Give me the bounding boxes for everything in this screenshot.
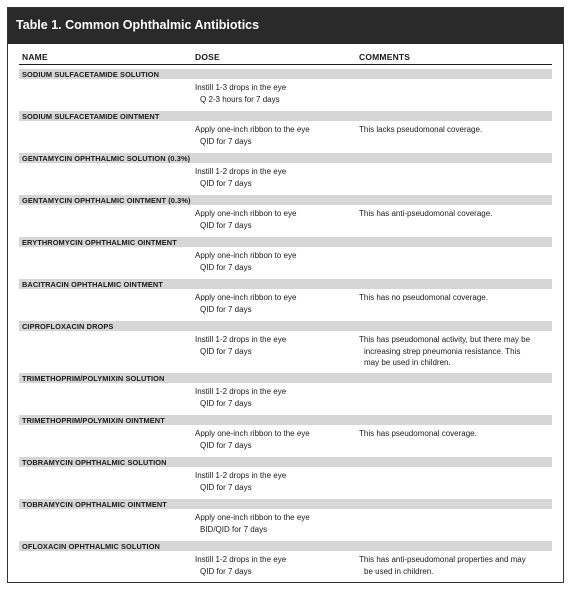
dose-line: Apply one-inch ribbon to the eye (195, 125, 310, 134)
dose-line: Apply one-inch ribbon to the eye (195, 513, 310, 522)
drug-name: SODIUM SULFACETAMIDE SOLUTION (22, 70, 160, 79)
drug-detail (19, 331, 552, 373)
drug-name-bar (19, 541, 552, 551)
comment-cell (359, 334, 559, 369)
drug-name-bar (19, 321, 552, 331)
drug-name-bar (19, 153, 552, 163)
dose-cell (195, 512, 345, 535)
comment-line: increasing strep pneumonia resistance. This (364, 346, 521, 356)
dose-line: QID for 7 days (200, 178, 252, 188)
dose-cell (195, 292, 345, 315)
drug-name-bar (19, 237, 552, 247)
drug-name-bar (19, 499, 552, 509)
drug-name: TRIMETHOPRIM/POLYMIXIN OINTMENT (22, 416, 165, 425)
dose-cell (195, 250, 345, 273)
table-title: Table 1. Common Ophthalmic Antibiotics (16, 18, 260, 32)
drug-detail (19, 289, 552, 321)
drug-detail (19, 551, 552, 583)
comment-line: This has pseudomonal coverage. (359, 429, 477, 438)
drug-detail (19, 425, 552, 457)
comment-line: This has anti-pseudomonal properties and may (359, 555, 526, 564)
dose-cell (195, 386, 345, 409)
dose-line: Instill 1-2 drops in the eye (195, 555, 287, 564)
column-header-dose: DOSE (195, 52, 220, 62)
comment-line: This has anti-pseudomonal coverage. (359, 209, 493, 218)
comment-cell (359, 554, 559, 577)
dose-line: QID for 7 days (200, 482, 252, 492)
comment-line: may be used in children. (364, 358, 451, 367)
drug-name: TOBRAMYCIN OPHTHALMIC OINTMENT (22, 500, 167, 509)
table-row (19, 279, 552, 321)
drug-name-bar (19, 69, 552, 79)
drug-detail (19, 205, 552, 237)
dose-line: Apply one-inch ribbon to eye (195, 251, 297, 260)
dose-cell (195, 470, 345, 493)
table-body (19, 69, 552, 583)
comment-line: This lacks pseudomonal coverage. (359, 125, 483, 134)
table-row (19, 195, 552, 237)
dose-line: Instill 1-2 drops in the eye (195, 387, 287, 396)
title-bar (8, 8, 563, 44)
table-row (19, 69, 552, 111)
drug-detail (19, 509, 552, 541)
comment-cell (359, 428, 559, 440)
drug-name: SODIUM SULFACETAMIDE OINTMENT (22, 112, 160, 121)
dose-line: QID for 7 days (200, 566, 252, 576)
dose-cell (195, 124, 345, 147)
dose-line: Apply one-inch ribbon to eye (195, 209, 297, 218)
comment-line: be used in children. (364, 566, 434, 576)
table-row (19, 237, 552, 279)
drug-name: TRIMETHOPRIM/POLYMIXIN SOLUTION (22, 374, 165, 383)
table-row (19, 153, 552, 195)
drug-name: GENTAMYCIN OPHTHALMIC SOLUTION (0.3%) (22, 154, 191, 163)
drug-detail (19, 79, 552, 111)
dose-line: QID for 7 days (200, 304, 252, 314)
table-row (19, 321, 552, 373)
dose-line: Instill 1-2 drops in the eye (195, 167, 287, 176)
drug-name: BACITRACIN OPHTHALMIC OINTMENT (22, 280, 163, 289)
table-row (19, 457, 552, 499)
drug-detail (19, 383, 552, 415)
comment-cell (359, 292, 559, 304)
dose-cell (195, 208, 345, 231)
drug-name: CIPROFLOXACIN DROPS (22, 322, 114, 331)
comment-line: This has no pseudomonal coverage. (359, 293, 488, 302)
dose-cell (195, 82, 345, 105)
table-row (19, 541, 552, 583)
table-row (19, 111, 552, 153)
dose-cell (195, 166, 345, 189)
dose-line: Instill 1-3 drops in the eye (195, 83, 287, 92)
dose-line: Q 2-3 hours for 7 days (200, 94, 280, 104)
column-header-comments: COMMENTS (359, 52, 411, 62)
dose-line: Apply one-inch ribbon to the eye (195, 429, 310, 438)
drug-name: OFLOXACIN OPHTHALMIC SOLUTION (22, 542, 160, 551)
dose-cell (195, 334, 345, 357)
dose-line: Instill 1-2 drops in the eye (195, 471, 287, 480)
dose-line: QID for 7 days (200, 346, 252, 356)
drug-name: ERYTHROMYCIN OPHTHALMIC OINTMENT (22, 238, 177, 247)
drug-name: TOBRAMYCIN OPHTHALMIC SOLUTION (22, 458, 167, 467)
drug-detail (19, 467, 552, 499)
table-row (19, 415, 552, 457)
dose-line: QID for 7 days (200, 398, 252, 408)
dose-cell (195, 554, 345, 577)
dose-line: Apply one-inch ribbon to eye (195, 293, 297, 302)
drug-name-bar (19, 457, 552, 467)
drug-name: GENTAMYCIN OPHTHALMIC OINTMENT (0.3%) (22, 196, 191, 205)
dose-cell (195, 428, 345, 451)
comment-cell (359, 124, 559, 136)
drug-name-bar (19, 111, 552, 121)
drug-name-bar (19, 373, 552, 383)
dose-line: QID for 7 days (200, 440, 252, 450)
dose-line: QID for 7 days (200, 136, 252, 146)
drug-detail (19, 247, 552, 279)
dose-line: QID for 7 days (200, 262, 252, 272)
drug-detail (19, 163, 552, 195)
comment-line: This has pseudomonal activity, but there may be (359, 335, 531, 344)
dose-line: BID/QID for 7 days (200, 524, 268, 534)
dose-line: QID for 7 days (200, 220, 252, 230)
column-header-name: NAME (22, 52, 48, 62)
drug-name-bar (19, 415, 552, 425)
table-frame (7, 7, 564, 583)
table-row (19, 373, 552, 415)
dose-line: Instill 1-2 drops in the eye (195, 335, 287, 344)
column-header-row (19, 52, 552, 65)
table-row (19, 499, 552, 541)
drug-detail (19, 121, 552, 153)
comment-cell (359, 208, 559, 220)
drug-name-bar (19, 279, 552, 289)
drug-name-bar (19, 195, 552, 205)
